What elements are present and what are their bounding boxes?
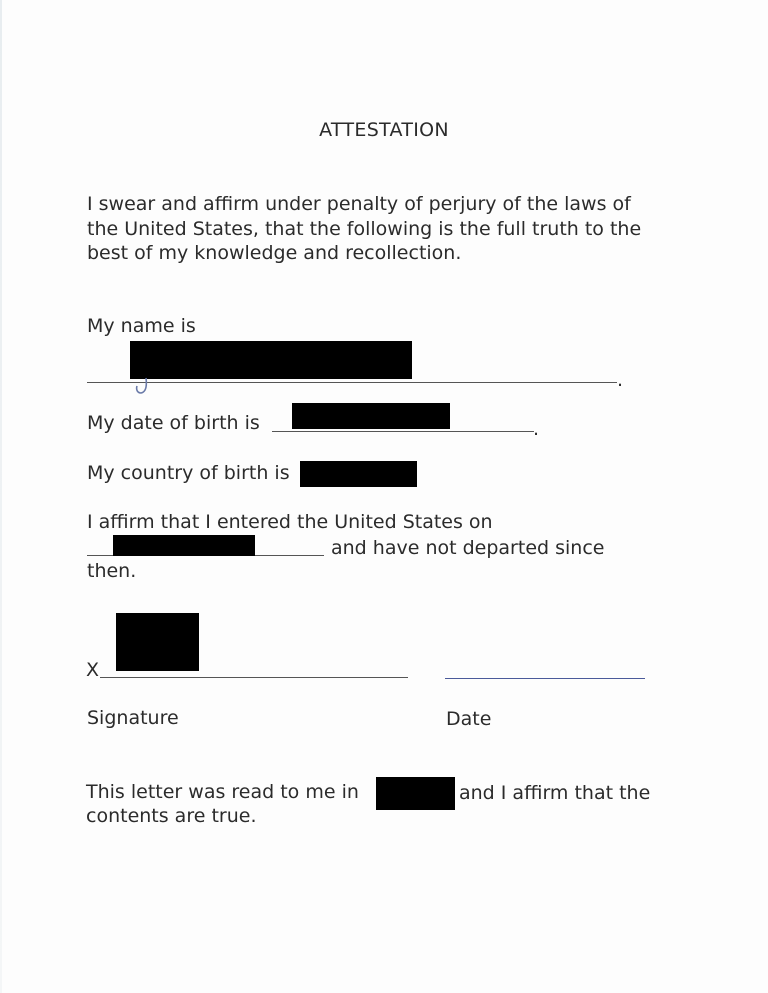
dob-redaction (292, 403, 450, 429)
dob-label: My date of birth is (87, 412, 260, 434)
read-statement-end: and I affirm that the (459, 782, 651, 804)
handwriting-stroke (134, 376, 154, 400)
dob-underline (272, 431, 534, 432)
entry-line-2: and have not departed since (331, 537, 605, 559)
name-redaction (130, 341, 412, 379)
signature-x: X (86, 659, 100, 681)
date-line (445, 678, 645, 679)
entry-line-3: then. (87, 560, 137, 582)
language-redaction (376, 777, 455, 810)
oath-line-1: I swear and affirm under penalty of perjury of the laws of (87, 193, 631, 215)
name-period: . (617, 369, 624, 391)
name-label: My name is (87, 315, 196, 337)
dob-period: . (533, 418, 540, 440)
date-label: Date (446, 708, 492, 730)
country-label: My country of birth is (87, 462, 290, 484)
read-statement-start: This letter was read to me in (86, 781, 359, 803)
signature-line (100, 677, 408, 678)
document-title: ATTESTATION (319, 119, 449, 141)
oath-line-3: best of my knowledge and recollection. (87, 242, 462, 264)
oath-line-2: the United States, that the following is the full truth to the (87, 218, 642, 240)
signature-redaction (116, 613, 199, 671)
scan-edge (0, 0, 2, 993)
name-underline (87, 382, 617, 383)
read-statement-line-2: contents are true. (86, 805, 257, 827)
country-redaction (300, 461, 417, 487)
signature-label: Signature (87, 707, 179, 729)
entry-date-redaction (113, 535, 255, 556)
entry-line-1: I affirm that I entered the United States on (87, 511, 493, 533)
